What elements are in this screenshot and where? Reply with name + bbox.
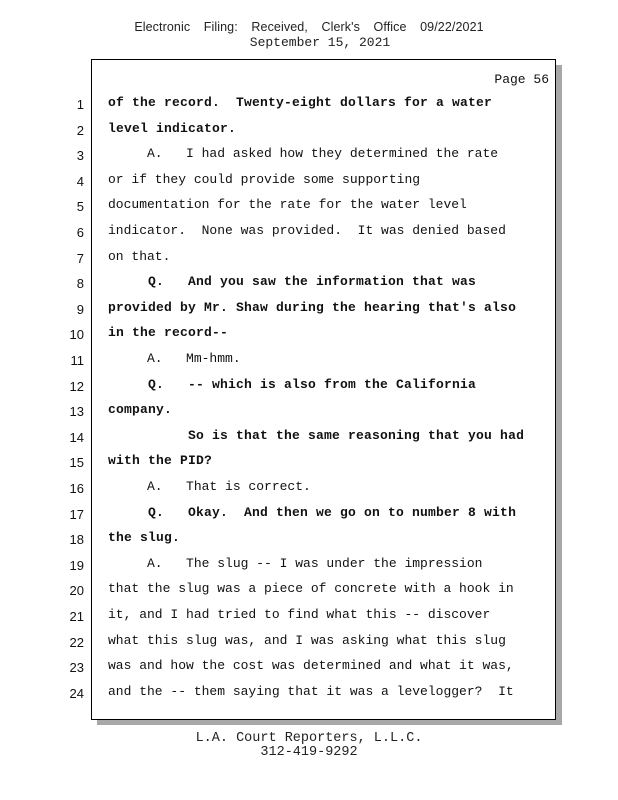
line-number: 12 <box>69 378 84 394</box>
line-text: Q. And you saw the information that was <box>108 274 477 290</box>
line-text: was and how the cost was determined and what it was, <box>108 658 514 674</box>
line-text: that the slug was a piece of concrete with a hook in <box>108 581 514 597</box>
page-number: Page 56 <box>494 72 549 87</box>
line-text: provided by Mr. Shaw during the hearing that's also <box>108 299 517 315</box>
line-text: company. <box>108 402 173 418</box>
filing-stamp: Electronic Filing: Received, Clerk's Office 09/22/2021 <box>134 20 484 34</box>
reporter-company: L.A. Court Reporters, L.L.C. <box>195 731 423 746</box>
line-text: of the record. Twenty-eight dollars for a water <box>108 95 493 110</box>
deposition-date: September 15, 2021 <box>249 35 391 50</box>
line-text: A. That is correct. <box>108 479 311 494</box>
line-number: 14 <box>69 429 84 445</box>
line-number: 17 <box>69 506 84 522</box>
line-text: what this slug was, and I was asking what this slug <box>108 632 506 648</box>
line-text: in the record-- <box>108 325 229 341</box>
line-number: 20 <box>69 583 84 599</box>
line-number: 10 <box>69 327 84 343</box>
line-number: 22 <box>69 634 84 650</box>
reporter-footer <box>0 732 618 760</box>
line-text: So is that the same reasoning that you had <box>108 427 525 443</box>
line-text: level indicator. <box>108 120 237 136</box>
line-text: indicator. None was provided. It was denied based <box>108 223 506 238</box>
line-number: 3 <box>76 148 84 164</box>
line-text: the slug. <box>108 530 181 546</box>
line-number: 4 <box>76 173 84 189</box>
transcript-page <box>69 59 556 720</box>
line-text: or if they could provide some supporting <box>108 171 421 187</box>
line-text: A. I had asked how they determined the rate <box>108 146 499 162</box>
line-text: A. Mm-hmm. <box>108 351 241 366</box>
line-number: 1 <box>76 97 84 112</box>
line-number: 8 <box>76 276 84 292</box>
line-number: 11 <box>70 353 84 368</box>
reporter-phone: 312-419-9292 <box>260 745 358 760</box>
line-text: documentation for the rate for the water level <box>108 197 467 213</box>
line-number: 9 <box>76 301 84 317</box>
line-number: 13 <box>69 404 84 420</box>
line-text: on that. <box>108 248 171 264</box>
line-text: it, and I had tried to find what this -- discover <box>108 607 491 622</box>
line-text: with the PID? <box>108 453 213 469</box>
line-number: 21 <box>69 609 84 624</box>
line-text: and the -- them saying that it was a levelogger? It <box>108 683 514 699</box>
line-number: 23 <box>69 660 84 676</box>
line-number: 7 <box>76 250 84 266</box>
line-text: Q. Okay. And then we go on to number 8 with <box>108 504 517 520</box>
line-number: 2 <box>76 122 84 138</box>
line-number: 16 <box>69 481 84 496</box>
filing-header <box>0 20 618 50</box>
line-number: 15 <box>69 455 84 471</box>
line-number: 18 <box>69 532 84 548</box>
line-text: Q. -- which is also from the California <box>108 376 477 392</box>
line-number: 5 <box>76 199 84 215</box>
line-number: 19 <box>69 557 84 573</box>
line-text: A. The slug -- I was under the impression <box>108 555 483 571</box>
line-number: 6 <box>76 225 84 240</box>
line-number: 24 <box>69 685 84 701</box>
